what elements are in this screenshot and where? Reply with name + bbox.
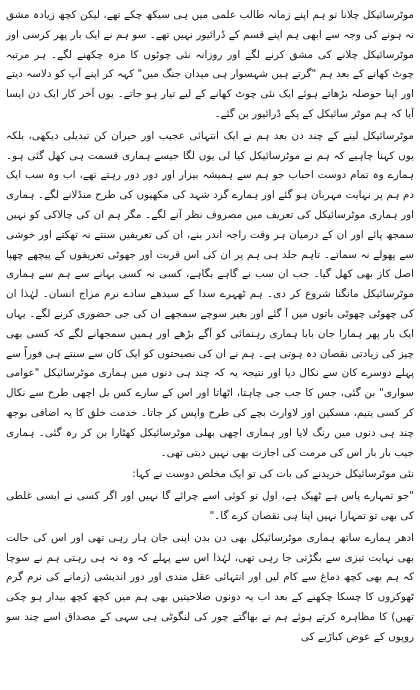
paragraph-selling-motorcycle: ادھر ہمارے ساتھ ہماری موٹرسائیکل بھی دن بدن اپنی جان ہار رہی تھی اور اس کی حالت بھی نہایت تیزی سے بگڑتی جا رہی تھی، لہٰذا اس سے پہلے کہ وہ نہ ہی رہتی ہم نے سوچا کہ ہم بھی کچھ دماغ سے کام لیں اور انتہائی عقل مندی اور دور اندیشی (زمانے کی نرم گرم ٹھوکروں کا چسکا چکھنے کے بعد اب یہ دونوں صلاحیتیں بھی ہم میں کچھ کچھ بیدار ہو چکی تھیں) کا مظاہرہ کرتے ہوئے ہم نے بھاگتے چور کی لنگوٹی ہی سہی کے مصداق اسے چند سو روپوں کے عوض کباڑیے کی bbox=[6, 531, 414, 643]
paragraph-friends-borrowing: موٹرسائیکل لینے کے چند دن بعد ہم نے ایک انتہائی عجیب اور حیران کن تبدیلی دیکھی، بلکہ یوں کہنا چاہیے کہ ہم نے موٹرسائیکل کیا لی یوں لگا جیسے ہماری قسمت ہی کھل گئی ہو۔ ہمارے وہ تمام دوست احباب جو ہم سے ہمیشہ بیزار اور دور دور رہتے تھے، اب وہ سب ایک دم ہم پر نہایت مہربان ہو گئے اور ہمارے گرد شہد کی مکھیوں کی طرح منڈلانے لگے۔ ہماری اور ہماری موٹرسائیکل کی تعریف میں مصروف نظر آنے لگے۔ مگر ہم ان کی چالاکی کو نہیں سمجھ پائے اور ان کے درمیان ہر وقت راجہ اندر بنے، ان کی تعریفیں سنتے نہ تھکتے اور خوشی سے پھولے نہ سماتے۔ تاہم جلد ہی ہم پر ان کی اس قربت اور جھوٹی تعریفوں کے پیچھے چھپا اصل کاز بھی کھل گیا۔ جب ان سب نے گاہے بگاہے، کسی نہ کسی بہانے سے ہم سے ہماری موٹرسائیکل مانگنا شروع کر دی۔ ہم ٹھہرے سدا کے سیدھے سادے نرم مزاج انسان۔ لہٰذا ان کی چھوٹی چھوٹی باتوں میں آ گئے اور بغیر سوچے سمجھے ان کی جی حضوری کرنے لگے۔ یہاں ایک بار پھر ہمارا جان بابا ہماری رہنمائی کو آگے بڑھے اور ہمیں سمجھانے لگے کہ کسی بھی چیز کی زیادتی نقصان دہ ہوتی ہے۔ ہم نے ان کی نصیحتوں کو ایک کان سے سنتے ہی فوراً سے پہلے دوسرے کان سے نکال دیا اور نتیجہ یہ کہ چند ہی دنوں میں ہماری موٹرسائیکل "عوامی سواری" بن گئی، جس کا جب جی چاہتا، اٹھاتا اور اس کے سارے کس بل اچھی طرح سے نکال کر کسی یتیم، مسکین اور لاوارث بچے کی طرح واپس کر جاتا۔ خدمت خلق کا یہ اضافی بوجھ چند ہی دنوں میں رنگ لایا اور ہماری اچھی بھلی موٹرسائیکل کھٹارا بن کر رہ گئی۔ ہماری جیب بار بار اس کی مرمت کی اجازت بھی نہیں دیتی تھی۔ bbox=[6, 129, 414, 459]
paragraph-new-motorcycle-talk: نئی موٹرسائیکل خریدنے کی بات کی تو ایک مخلص دوست نے کہا: bbox=[132, 468, 414, 481]
paragraph-motorcycle-learning: موٹرسائیکل چلانا تو ہم اپنے زمانہ طالب علمی میں ہی سیکھ چکے تھے، لیکن کچھ زیادہ مشق نہ ہونے کی وجہ سے ابھی ہم اپنے قسم کے ڈرائیور نہیں تھے۔ سو ہم نے ایک بار پھر کرسی اور موٹرسائیکل چلانے کی مشق کرنے لگے اور روزانہ نئی چوٹوں کا مزہ چکھنے لگے۔ ہر مرتبہ چوٹ کھانے کے بعد ہم "گرتے ہیں شہسوار ہی میدان جنگ میں" کہہ کر اپنے آپ کو دلاسہ دیتے اور اپنا حوصلہ بڑھاتے ہوئے ایک نئی چوٹ کھانے کے لیے تیار ہو جاتے۔ یوں آخر کار ایک دن ایسا آیا کہ ہم موٹر سائیکل کے پکے ڈرائیور بن گئے۔ bbox=[6, 9, 414, 120]
friend-quote: "جو تمہارے پاس ہے ٹھیک ہے، اول تو کوئی اسے چرائے گا نہیں اور اگر کسی نے ایسی غلطی کی بھی تو تمہارا نہیں اپنا ہی نقصان کرے گا۔" bbox=[6, 490, 414, 522]
